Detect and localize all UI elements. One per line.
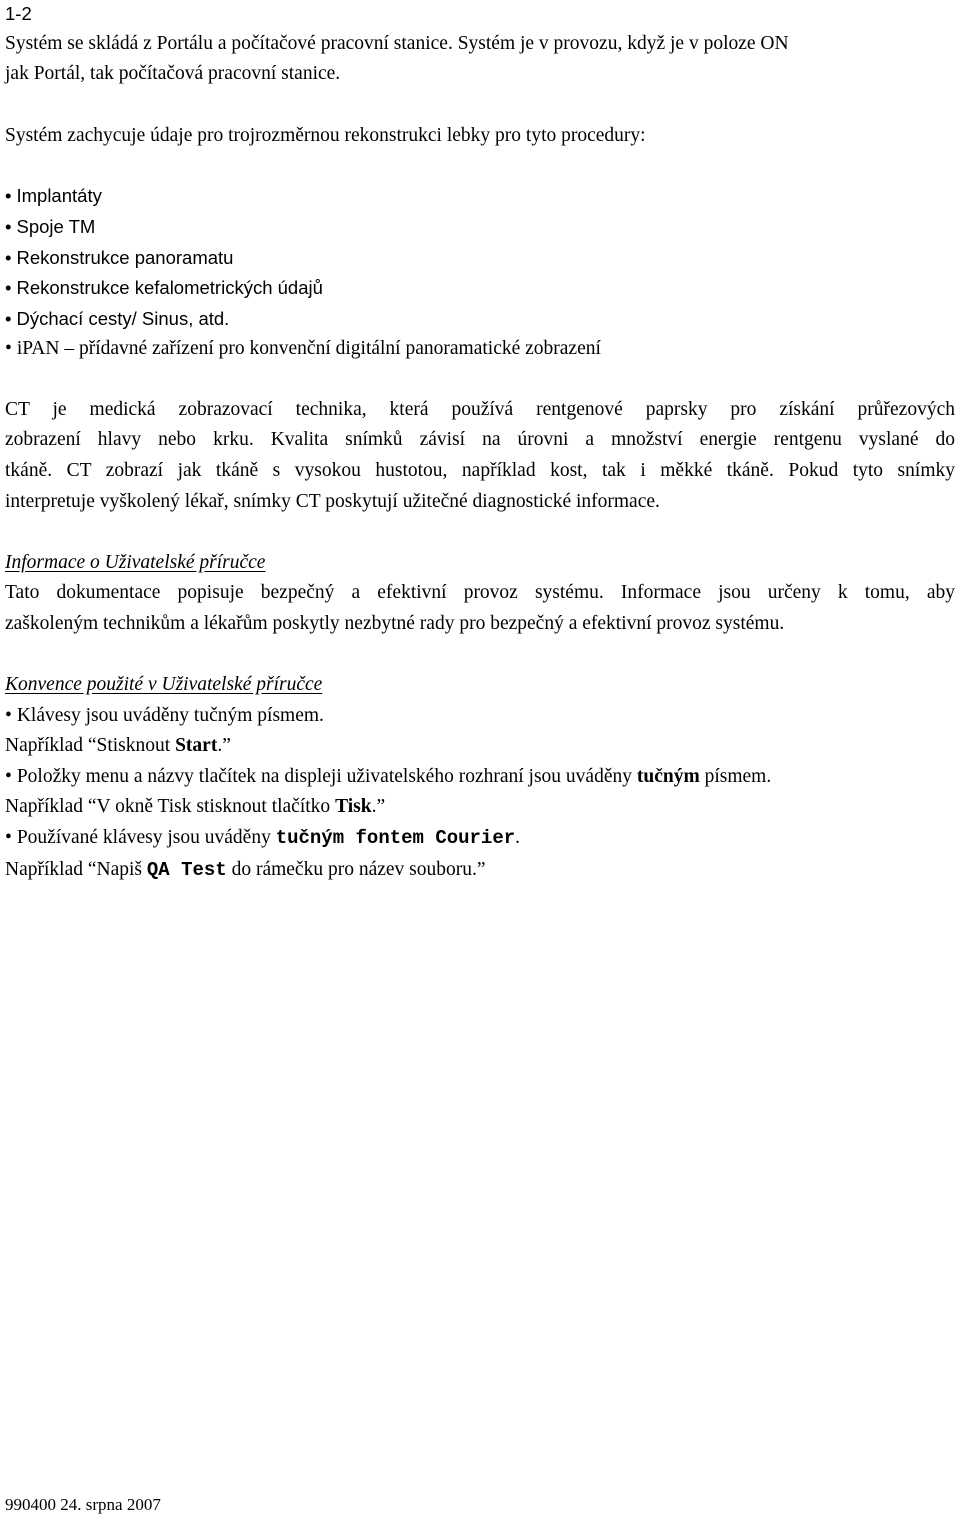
- intro-line-1: Systém se skládá z Portálu a počítačové pracovní stanice. Systém je v provozu, když je v poloze ON: [5, 33, 789, 54]
- convention-item-keys: [5, 704, 324, 728]
- ct-paragraph-line-3: tkáně. CT zobrazí jak tkáně s vysokou hustotou, například kost, tak i měkké tkáně. Pokud tyto snímky: [5, 460, 955, 481]
- convention-example-courier: [5, 858, 486, 882]
- bullet-icon: •: [5, 308, 12, 329]
- procedure-label: Rekonstrukce kefalometrických údajů: [16, 277, 323, 298]
- example-prefix: Například “V okně Tisk stisknout tlačítko: [5, 796, 336, 817]
- page-footer: 990400 24. srpna 2007: [5, 1495, 161, 1514]
- manual-info-line-2: zaškoleným technikům a lékařům poskytly nezbytné rady pro bezpečný a efektivní provoz systému.: [5, 613, 785, 634]
- procedure-item: [5, 215, 95, 239]
- procedure-item: [5, 246, 233, 270]
- convention-text-suffix: .: [515, 827, 521, 848]
- ipan-label: iPAN – přídavné zařízení pro konvenční digitální panoramatické zobrazení: [16, 338, 601, 359]
- bullet-icon: •: [5, 827, 12, 848]
- example-suffix: .”: [371, 796, 386, 817]
- example-bold: Start: [175, 735, 218, 756]
- page-number: 1-2: [5, 3, 32, 24]
- ipan-item: [5, 337, 601, 361]
- procedure-item: [5, 307, 229, 331]
- convention-item-courier: [5, 826, 520, 850]
- convention-example-menu: [5, 795, 385, 819]
- example-prefix: Například “Stisknout: [5, 735, 176, 756]
- convention-text-bold: tučným: [636, 766, 700, 787]
- example-bold: Tisk: [335, 796, 372, 817]
- ct-paragraph-line-1: CT je medická zobrazovací technika, která používá rentgenové paprsky pro získání průřezových: [5, 399, 955, 420]
- procedure-label: Rekonstrukce panoramatu: [16, 247, 234, 268]
- procedures-intro: Systém zachycuje údaje pro trojrozměrnou rekonstrukci lebky pro tyto procedury:: [5, 125, 646, 146]
- procedure-label: Dýchací cesty/ Sinus, atd.: [16, 308, 230, 329]
- convention-text-prefix: Používané klávesy jsou uváděny: [16, 827, 276, 848]
- convention-item-menu: [5, 765, 771, 789]
- bullet-icon: •: [5, 216, 12, 237]
- manual-info-heading: Informace o Uživatelské příručce: [5, 552, 266, 573]
- convention-text: Klávesy jsou uváděny tučným písmem.: [16, 705, 324, 726]
- bullet-icon: •: [5, 338, 12, 359]
- intro-line-2: jak Portál, tak počítačová pracovní stanice.: [5, 63, 341, 84]
- example-prefix: Například “Napiš: [5, 859, 147, 880]
- convention-example-keys: [5, 734, 231, 758]
- ct-paragraph-line-2: zobrazení hlavy nebo krku. Kvalita snímků závisí na úrovni a množství energie rentgenu vyslané do: [5, 429, 955, 450]
- example-suffix: do rámečku pro název souboru.”: [226, 859, 486, 880]
- conventions-heading: Konvence použité v Uživatelské příručce: [5, 674, 323, 695]
- procedure-label: Spoje TM: [16, 216, 96, 237]
- bullet-icon: •: [5, 277, 12, 298]
- manual-info-line-1: Tato dokumentace popisuje bezpečný a efektivní provoz systému. Informace jsou určeny k tomu, aby: [5, 582, 955, 603]
- example-mono: QA Test: [146, 859, 227, 881]
- convention-text-mono: tučným fontem Courier: [275, 827, 516, 849]
- bullet-icon: •: [5, 185, 12, 206]
- ct-paragraph-line-4: interpretuje vyškolený lékař, snímky CT poskytují užitečné diagnostické informace.: [5, 491, 660, 512]
- procedure-label: Implantáty: [16, 185, 102, 206]
- convention-text-suffix: písmem.: [699, 766, 772, 787]
- procedure-item: [5, 184, 102, 208]
- bullet-icon: •: [5, 705, 12, 726]
- procedure-item: [5, 276, 323, 300]
- convention-text-prefix: Položky menu a názvy tlačítek na displeji uživatelského rozhraní jsou uváděny: [16, 766, 637, 787]
- bullet-icon: •: [5, 247, 12, 268]
- example-suffix: .”: [217, 735, 231, 756]
- bullet-icon: •: [5, 766, 12, 787]
